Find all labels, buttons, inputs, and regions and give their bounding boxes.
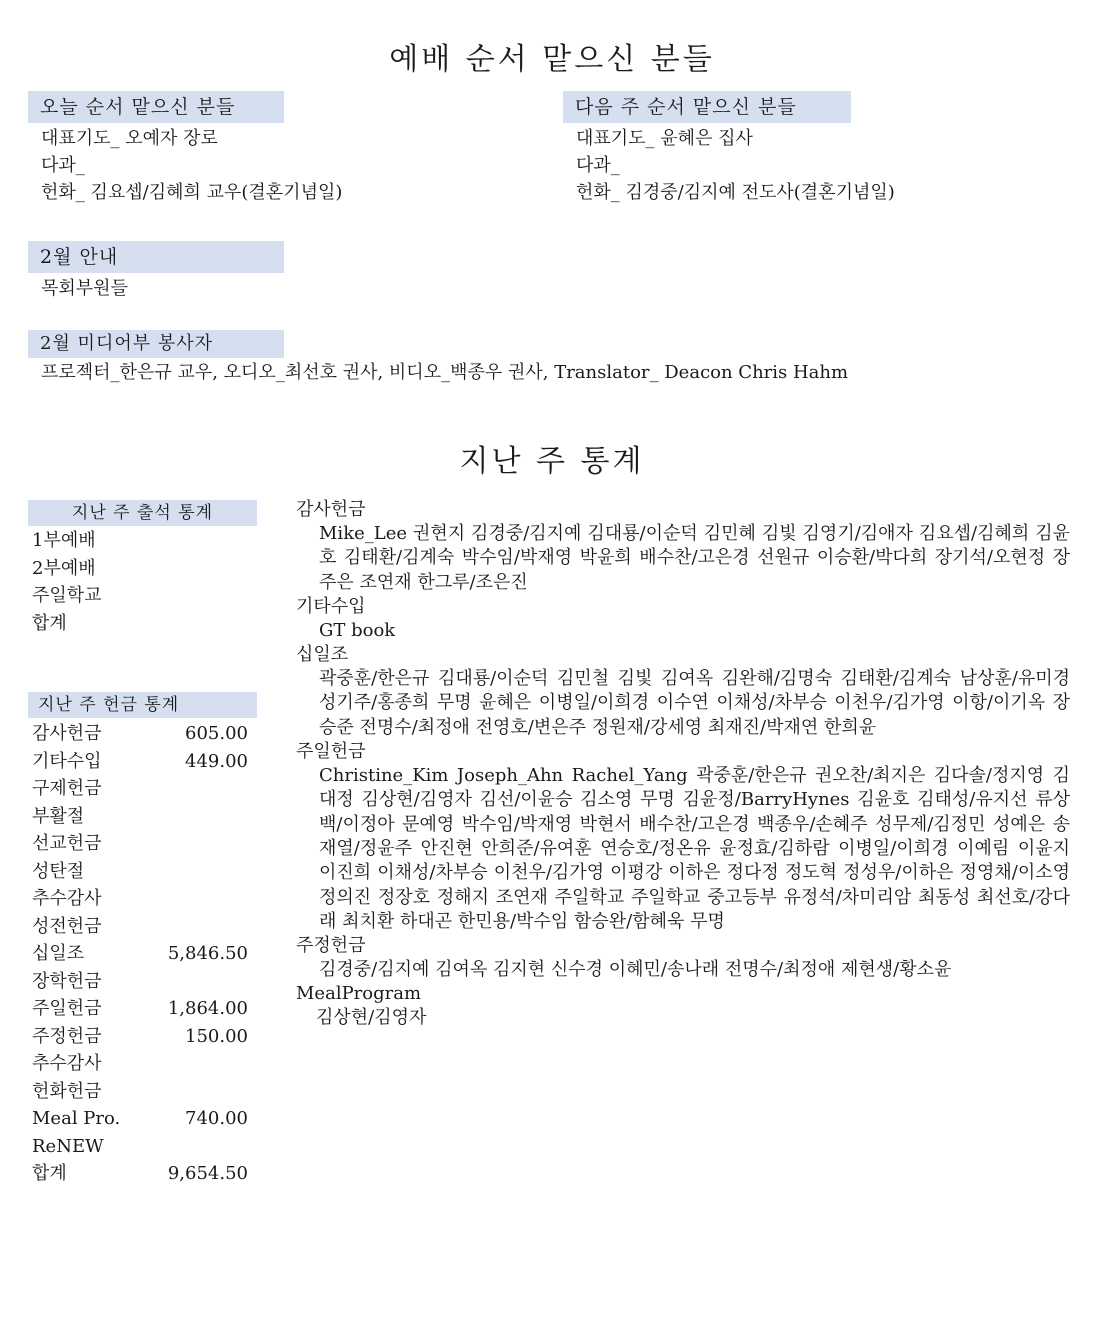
next-week-list (576, 125, 895, 206)
offering-row (32, 1133, 248, 1161)
offering-row (32, 885, 248, 913)
attendance-row (32, 610, 248, 638)
offering-names (296, 498, 1070, 1031)
offering-label: 감사헌금 (32, 723, 102, 744)
offering-row (32, 748, 248, 776)
next-week-refreshments: 다과_ (576, 155, 620, 176)
offering-category: 감사헌금 (296, 499, 366, 520)
offering-label: 선교헌금 (32, 833, 102, 854)
offering-amount: 5,846.50 (167, 943, 248, 964)
today-flowers: 헌화_ 김요셉/김혜희 교우(결혼기념일) (41, 182, 343, 203)
february-line: 목회부원들 (41, 278, 128, 299)
next-week-flowers: 헌화_ 김경중/김지예 전도사(결혼기념일) (576, 182, 895, 203)
offering-amount: 150.00 (185, 1025, 248, 1047)
offering-row (32, 775, 248, 803)
offering-total-row (32, 1160, 248, 1188)
attendance-row (32, 582, 248, 610)
offering-label: 성전헌금 (32, 915, 102, 937)
offering-row (32, 803, 248, 831)
offering-category: 주일헌금 (296, 741, 366, 763)
offering-row (32, 913, 248, 941)
attendance-label: 1부예배 (32, 530, 96, 551)
offering-row (32, 940, 248, 968)
attendance-header: 지난 주 출석 통계 (28, 500, 257, 526)
attendance-label: 2부예배 (32, 557, 96, 579)
media-list (41, 359, 848, 386)
offering-row (32, 1105, 248, 1133)
offering-label: ReNEW (32, 1135, 104, 1157)
offering-names-text: Mike_Lee 권현지 김경중/김지예 김대룡/이순덕 김민혜 김빛 김영기/김애자 김요셉/김혜희 김윤호 김태환/김계숙 박수임/박재영 박윤희 배수찬/고은경 선원규 이승환/박다희 장기석/오현정 장주은 조연재 한그루/조은진 (319, 523, 1070, 593)
offering-label: 장학헌금 (32, 970, 102, 992)
attendance-row (32, 527, 248, 555)
offering-label: 구제헌금 (32, 778, 102, 799)
today-list (41, 125, 342, 206)
attendance-row (32, 555, 248, 583)
february-header: 2월 안내 (28, 241, 284, 273)
offering-label: 추수감사 (32, 1053, 102, 1074)
offering-amount: 449.00 (185, 750, 248, 772)
media-line: 프로젝터_한은규 교우, 오디오_최선호 권사, 비디오_백종우 권사, Translator_ Deacon Chris Hahm (41, 362, 849, 383)
attendance-label: 주일학교 (32, 585, 102, 606)
offering-category: 주정헌금 (296, 935, 366, 957)
offering-names-text: 곽중훈/한은규 김대룡/이순덕 김민철 김빛 김여옥 김완해/김명숙 김태환/김계숙 남상훈/유미경 성기주/홍종희 무명 윤혜은 이병일/이희경 이수연 이채성/차부승 이천우/김가영 이항/이기옥 장승준 전명수/최정애 전영호/변은주 정원재/강세영 최재진/박재연 한희윤 (319, 668, 1070, 738)
offering-label: 부활절 (32, 805, 85, 827)
offering-label: 기타수입 (32, 750, 102, 772)
today-refreshments: 다과_ (41, 155, 85, 176)
attendance-list (32, 527, 248, 637)
offering-stats-header: 지난 주 헌금 통계 (28, 692, 257, 718)
attendance-label: 합계 (32, 612, 67, 634)
offering-names-text: Christine_Kim Joseph_Ahn Rachel_Yang 곽중훈/한은규 권오찬/최지은 김다솔/정지영 김대정 김상현/김영자 김선/이윤승 김소영 무명 김윤정/BarryHynes 김윤호 김태성/유지선 류상백/이정아 문예영 박수임/박재영 박현서 배수찬/고은경 백종우/손혜주 성무제/김정민 성예은 송재열/정윤주 안진현 안희준/유여훈 연승호/정온유 윤정효/김하람 이병일/이희경 이예림 이윤지 이진희 이채성/차부승 이천우/김가영 이평강 이하은 정다정 정도혁 정성우/이하은 정영채/이소영 정의진 정장호 정해지 조연재 주일학교 주일학교 중고등부 유정석/차미리암 최동성 최선호/강다래 최치환 하대곤 한민용/박수임 함승완/함혜욱 무명 (319, 765, 1070, 932)
offering-stats-list (32, 720, 248, 1188)
offering-row (32, 720, 248, 748)
offering-amount: 1,864.00 (167, 998, 248, 1019)
offering-category: 기타수입 (296, 595, 366, 617)
offering-label: 헌화헌금 (32, 1080, 102, 1102)
offering-names-text: 김상현/김영자 (316, 1007, 427, 1029)
offering-row (32, 858, 248, 886)
offering-amount: 9,654.50 (167, 1163, 248, 1184)
offering-label: 십일조 (32, 943, 85, 964)
next-week-prayer: 대표기도_ 윤혜은 집사 (576, 128, 753, 149)
offering-category: MealProgram (296, 983, 422, 1005)
offering-label: 추수감사 (32, 888, 102, 909)
offering-label: 주정헌금 (32, 1025, 102, 1047)
offering-row (32, 968, 248, 996)
offering-row (32, 830, 248, 858)
offering-label: 합계 (32, 1163, 67, 1184)
today-prayer: 대표기도_ 오예자 장로 (41, 128, 218, 149)
february-list (41, 275, 128, 302)
offering-names-text: 김경중/김지예 김여옥 김지현 신수경 이혜민/송나래 전명수/최정애 제현생/황소윤 (319, 959, 952, 981)
offering-category: 십일조 (296, 644, 349, 666)
next-week-header: 다음 주 순서 맡으신 분들 (563, 91, 851, 123)
offering-amount: 740.00 (185, 1108, 248, 1129)
offering-row (32, 1078, 248, 1106)
stats-title: 지난 주 통계 (459, 444, 645, 479)
page-title: 예배 순서 맡으신 분들 (389, 42, 715, 77)
offering-row (32, 1023, 248, 1051)
offering-amount: 605.00 (185, 723, 248, 744)
offering-names-text: GT book (319, 619, 396, 641)
offering-label: 주일헌금 (32, 998, 102, 1019)
offering-row (32, 1050, 248, 1078)
today-header: 오늘 순서 맡으신 분들 (28, 91, 284, 123)
offering-label: Meal Pro. (32, 1108, 121, 1129)
offering-label: 성탄절 (32, 860, 85, 882)
media-header: 2월 미디어부 봉사자 (28, 330, 284, 358)
offering-row (32, 995, 248, 1023)
